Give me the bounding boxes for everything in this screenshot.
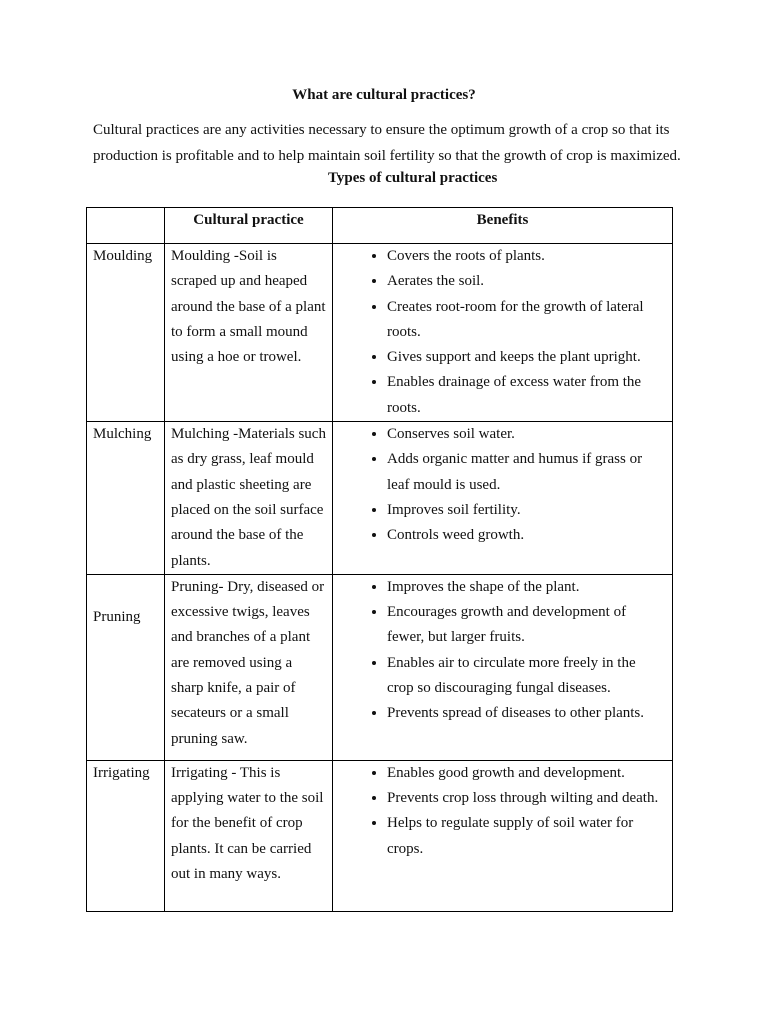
practice-description: Mulching -Materials such as dry grass, leaf mould and plastic sheeting are placed on the soil surface around the base of the plants.	[165, 422, 333, 575]
page-title: What are cultural practices?	[292, 87, 476, 103]
benefits-cell	[333, 244, 673, 422]
list-item: • Gives support and keeps the plant upright.	[387, 345, 666, 370]
list-item: • Creates root-room for the growth of lateral roots.	[387, 295, 666, 346]
header-cell-empty	[87, 208, 165, 244]
practice-name: Pruning	[87, 574, 165, 760]
list-item: • Enables good growth and development.	[387, 761, 666, 786]
list-item: • Enables drainage of excess water from the roots.	[387, 370, 666, 421]
header-cell-practice: Cultural practice	[165, 208, 333, 244]
practice-description: Moulding -Soil is scraped up and heaped around the base of a plant to form a small mound using a hoe or trowel.	[165, 244, 333, 422]
practice-name: Mulching	[87, 422, 165, 575]
benefits-cell	[333, 422, 673, 575]
list-item: • Enables air to circulate more freely in the crop so discouraging fungal diseases.	[387, 651, 666, 702]
list-item: • Adds organic matter and humus if grass or leaf mould is used.	[387, 447, 666, 498]
table-header-row	[87, 208, 673, 244]
list-item: • Helps to regulate supply of soil water for crops.	[387, 811, 666, 862]
table-row	[87, 244, 673, 422]
subtitle-line	[0, 170, 768, 194]
list-item: • Covers the roots of plants.	[387, 244, 666, 269]
practice-name: Irrigating	[87, 760, 165, 911]
benefits-list	[339, 422, 666, 548]
list-item: • Prevents spread of diseases to other plants.	[387, 701, 666, 726]
practice-description: Pruning- Dry, diseased or excessive twigs, leaves and branches of a plant are removed using a sharp knife, a pair of secateurs or a small pruning saw.	[165, 574, 333, 760]
table-row	[87, 760, 673, 911]
benefits-cell	[333, 574, 673, 760]
benefits-list	[339, 575, 666, 727]
benefits-list	[339, 761, 666, 862]
intro-text: Cultural practices are any activities necessary to ensure the optimum growth of a crop so that its production is profitable and to help maintain soil fertility so that the growth of crop is maximized.	[93, 122, 681, 164]
list-item: • Controls weed growth.	[387, 523, 666, 548]
section-subtitle: Types of cultural practices	[328, 170, 498, 186]
list-item: • Aerates the soil.	[387, 269, 666, 294]
list-item: • Improves the shape of the plant.	[387, 575, 666, 600]
cultural-practices-table	[86, 207, 673, 912]
practice-description: Irrigating - This is applying water to the soil for the benefit of crop plants. It can be carried out in many ways.	[165, 760, 333, 911]
benefits-list	[339, 244, 666, 421]
table-row	[87, 574, 673, 760]
list-item: • Conserves soil water.	[387, 422, 666, 447]
intro-paragraph	[93, 118, 683, 169]
benefits-cell	[333, 760, 673, 911]
list-item: • Encourages growth and development of fewer, but larger fruits.	[387, 600, 666, 651]
list-item: • Improves soil fertility.	[387, 498, 666, 523]
list-item: • Prevents crop loss through wilting and death.	[387, 786, 666, 811]
practice-name: Moulding	[87, 244, 165, 422]
table-row	[87, 422, 673, 575]
header-cell-benefits: Benefits	[333, 208, 673, 244]
